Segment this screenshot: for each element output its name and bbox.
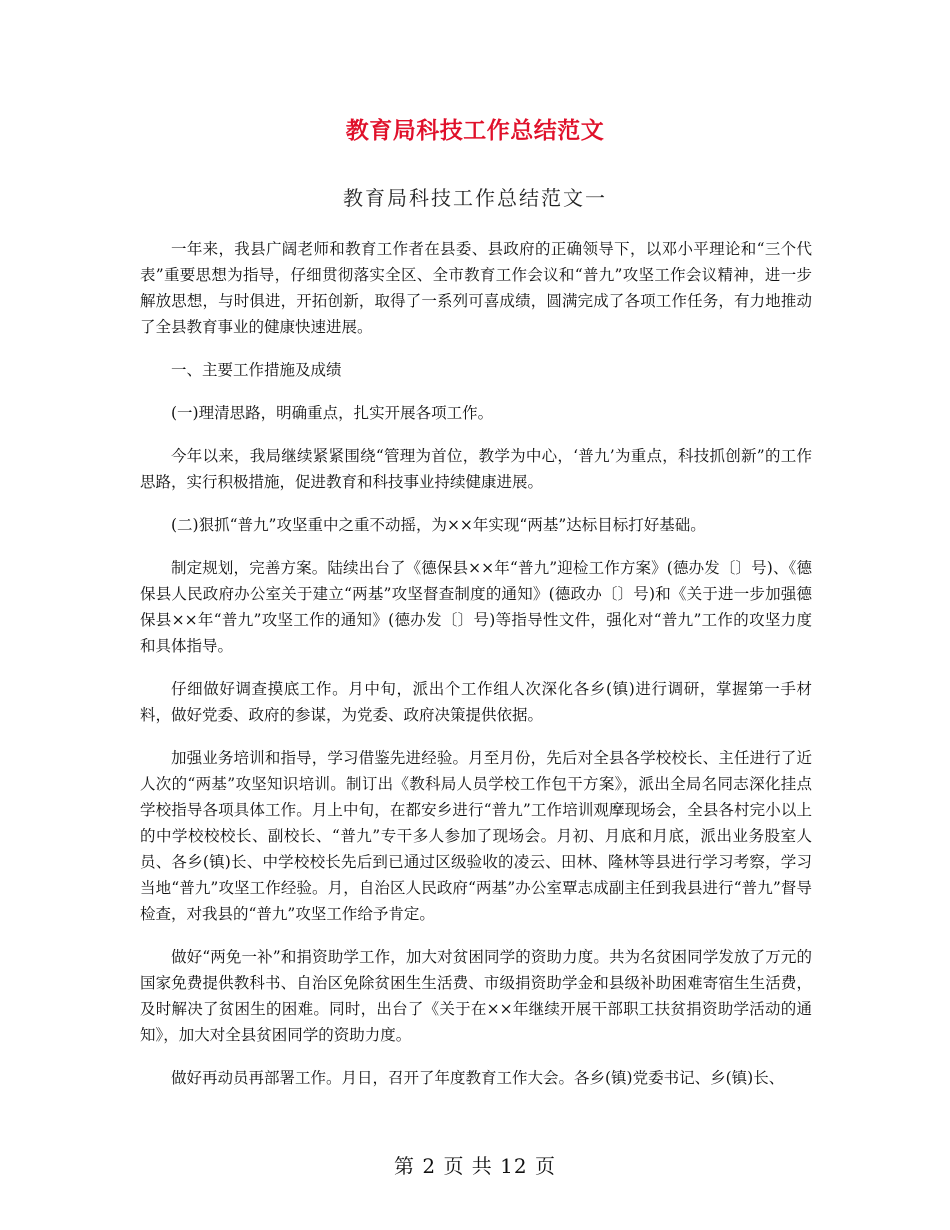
section-heading-main-measures: 一、主要工作措施及成绩 bbox=[171, 361, 342, 379]
document-subtitle: 教育局科技工作总结范文一 bbox=[343, 186, 607, 210]
paragraph-work-approach: 今年以来，我局继续紧紧围绕“管理为首位，教学为中心，‘普九’为重点，科技抓创新”的工作思路，实行积极措施，促进教育和科技事业持续健康进展。 bbox=[140, 447, 812, 491]
paragraph-remobilization: 做好再动员再部署工作。月日，召开了年度教育工作大会。各乡(镇)党委书记、乡(镇)长、 bbox=[171, 1069, 785, 1087]
subsection-heading-1: (一)理清思路，明确重点，扎实开展各项工作。 bbox=[171, 404, 494, 422]
paragraph-training: 加强业务培训和指导，学习借鉴先进经验。月至月份，先后对全县各学校校长、主任进行了近人次的“两基”攻坚知识培训。制订出《教科局人员学校工作包干方案》，派出全局名同志深化挂点学校指导各项具体工作。月上中旬，在都安乡进行“普九”工作培训观摩现场会，全县各村完小以上的中学校校校长、副校长、“普九”专干多人参加了现场会。月初、月底和月底，派出业务股室人员、各乡(镇)长、中学校校长先后到已通过区级验收的凌云、田林、隆林等县进行学习考察，学习当地“普九”攻坚工作经验。月，自治区人民政府“两基”办公室覃志成副主任到我县进行“普九”督导检查，对我县的“普九”攻坚工作给予肯定。 bbox=[140, 749, 812, 923]
document-title: 教育局科技工作总结范文 bbox=[345, 117, 605, 144]
subsection-heading-2: (二)狠抓“普九”攻坚重中之重不动摇，为××年实现“两基”达标目标打好基础。 bbox=[171, 516, 706, 534]
page-number-footer: 第 2 页 共 12 页 bbox=[394, 1154, 556, 1178]
paragraph-student-aid: 做好“两免一补”和捐资助学工作，加大对贫困同学的资助力度。共为名贫困同学发放了万元的国家免费提供教科书、自治区免除贫困生生活费、市级捐资助学金和县级补助困难寄宿生生活费，及时解决了贫困生的困难。同时，出台了《关于在××年继续开展干部职工扶贫捐资助学活动的通知》，加大对全县贫困同学的资助力度。 bbox=[140, 948, 812, 1044]
paragraph-survey: 仔细做好调查摸底工作。月中旬，派出个工作组人次深化各乡(镇)进行调研，掌握第一手材料，做好党委、政府的参谋，为党委、政府决策提供依据。 bbox=[140, 680, 812, 724]
document-body bbox=[140, 236, 812, 1108]
paragraph-intro: 一年来，我县广阔老师和教育工作者在县委、县政府的正确领导下，以邓小平理论和“三个代表”重要思想为指导，仔细贯彻落实全区、全市教育工作会议和“普九”攻坚工作会议精神，进一步解放思想，与时俱进，开拓创新，取得了一系列可喜成绩，圆满完成了各项工作任务，有力地推动了全县教育事业的健康快速进展。 bbox=[140, 240, 812, 336]
paragraph-planning: 制定规划，完善方案。陆续出台了《德保县××年“普九”迎检工作方案》(德办发〔〕号)、《德保县人民政府办公室关于建立“两基”攻坚督查制度的通知》(德政办〔〕号)和《关于进一步加强德保县××年“普九”攻坚工作的通知》(德办发〔〕号)等指导性文件，强化对“普九”工作的攻坚力度和具体指导。 bbox=[140, 559, 812, 655]
